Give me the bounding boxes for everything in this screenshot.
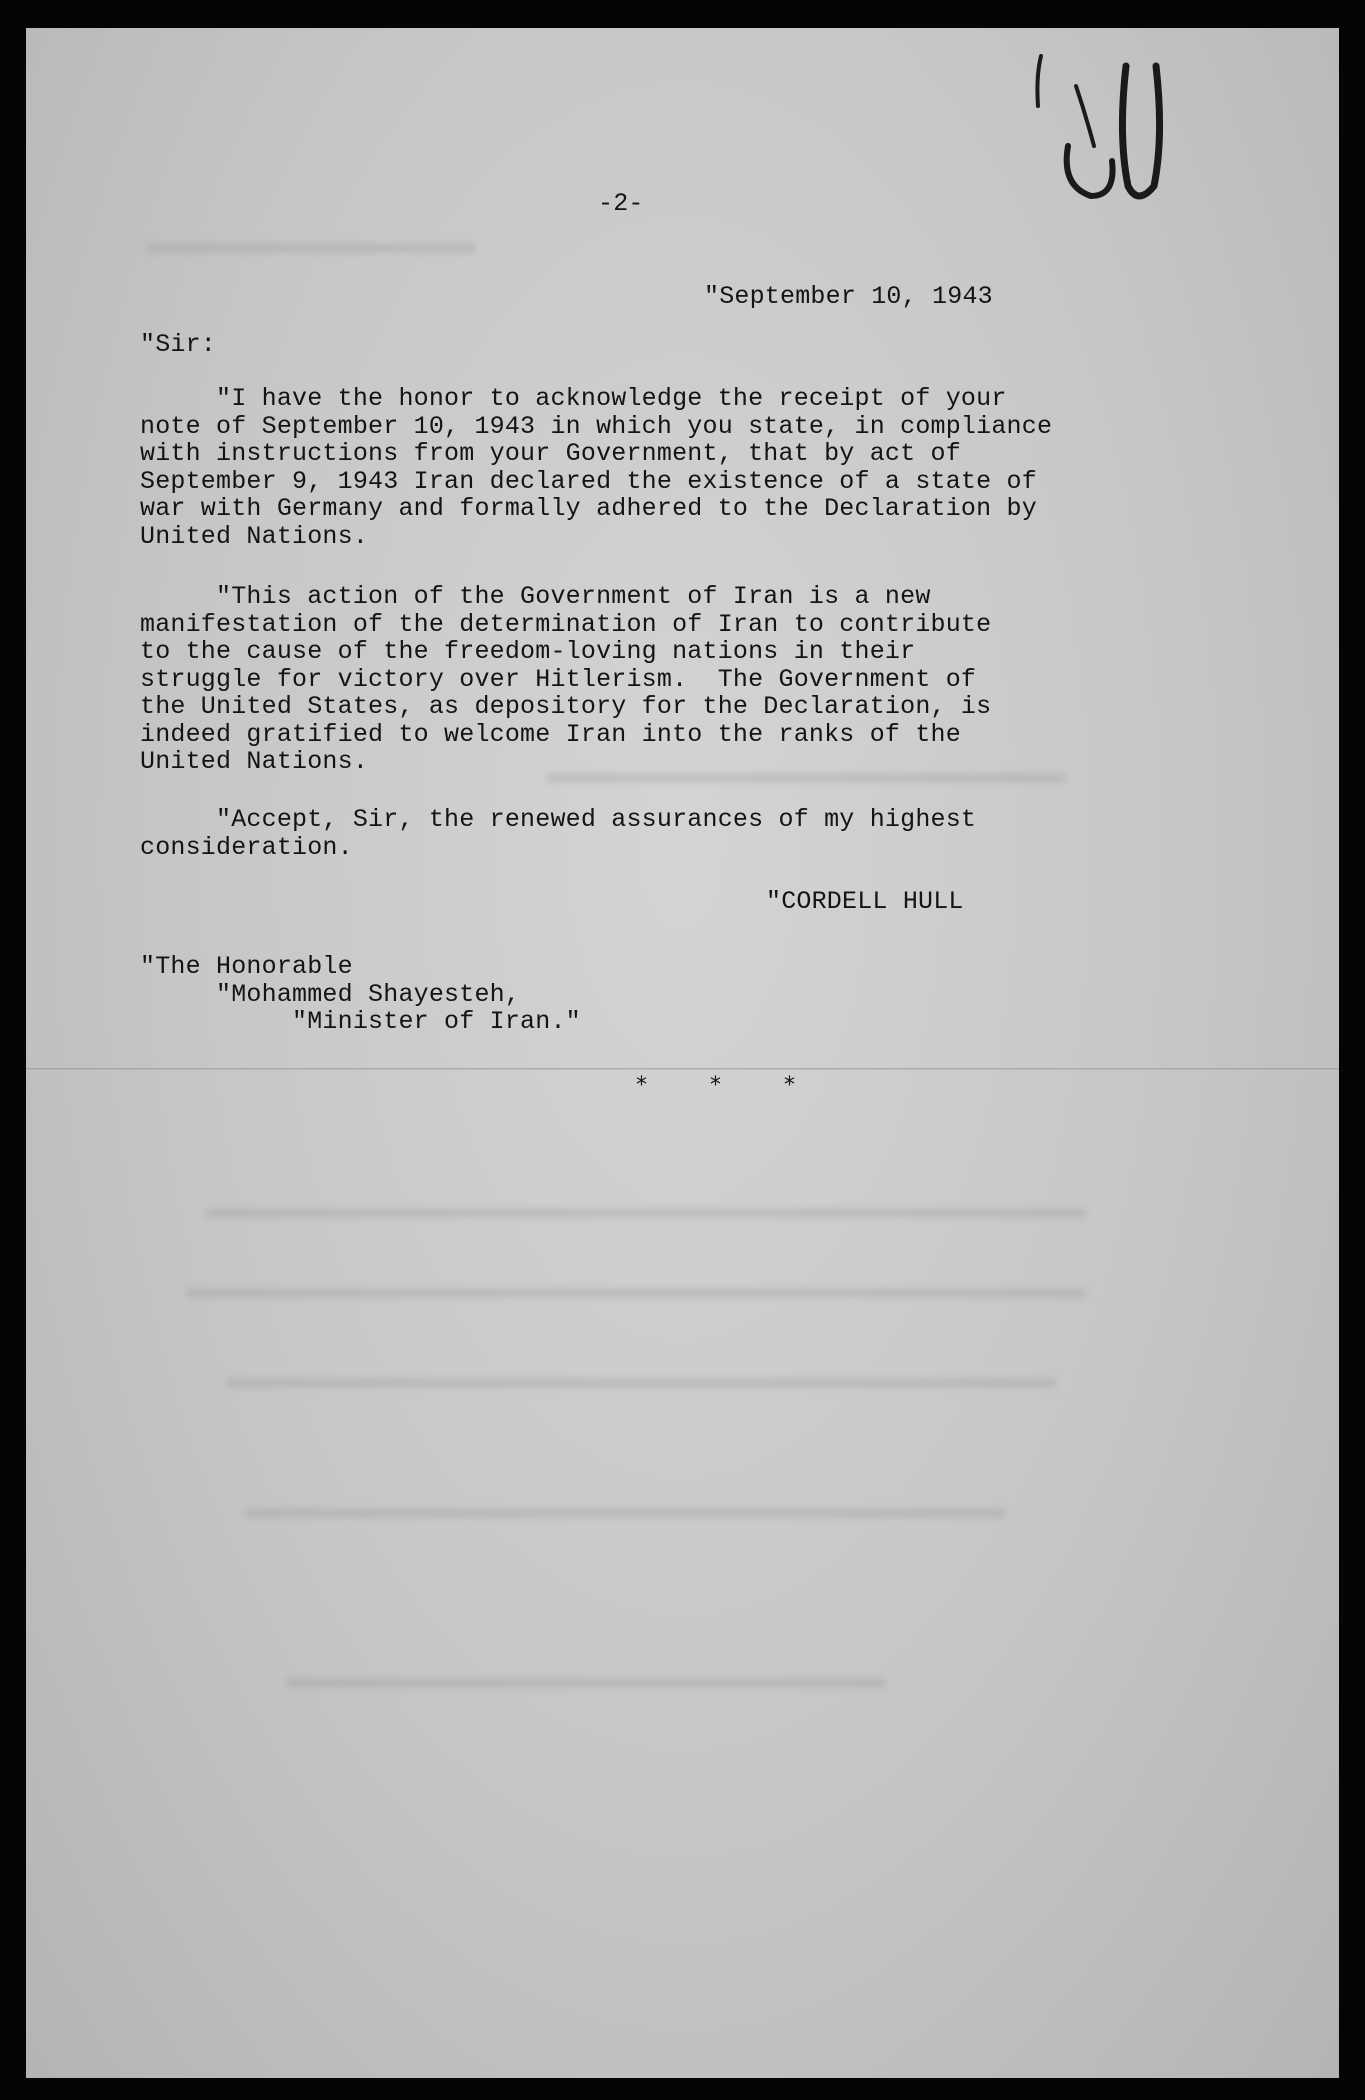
text-line: indeed gratified to welcome Iran into the ranks of the (140, 719, 961, 749)
text-line: "I have the honor to acknowledge the receipt of your (140, 384, 1007, 413)
addressee-block (140, 953, 581, 1036)
text-line: to the cause of the freedom-loving nations in their (140, 637, 916, 666)
date-line: "September 10, 1943 (704, 282, 993, 311)
text-line: consideration. (140, 832, 353, 862)
text-line: United Nations. (140, 521, 369, 551)
bleed-through (186, 1288, 1086, 1298)
text-line: manifestation of the determination of Iran to contribute (140, 609, 992, 639)
text-line: September 9, 1943 Iran declared the existence of a state of (140, 466, 1037, 496)
bleed-through (286, 1678, 886, 1688)
signature: "CORDELL HULL (766, 887, 964, 916)
bleed-through (226, 1378, 1056, 1388)
paragraph-3 (140, 806, 976, 861)
bleed-through (206, 1208, 1086, 1218)
text-line: note of September 10, 1943 in which you state, in compliance (140, 411, 1053, 441)
salutation: "Sir: (140, 330, 217, 359)
text-line: war with Germany and formally adhered to the Declaration by (140, 494, 1037, 523)
text-line: "Accept, Sir, the renewed assurances of my highest (140, 805, 977, 834)
addressee-line: "Mohammed Shayesteh, (140, 979, 521, 1009)
bleed-through (246, 1508, 1006, 1518)
document-page (26, 28, 1339, 2078)
handwritten-filing-mark (1006, 36, 1206, 236)
bleed-through (146, 243, 476, 253)
page-number: -2- (598, 189, 644, 218)
text-line: the United States, as depository for the Declaration, is (140, 692, 992, 721)
text-line: United Nations. (140, 747, 369, 776)
text-line: "This action of the Government of Iran is a new (140, 582, 931, 611)
paragraph-1 (140, 385, 1052, 550)
addressee-line: "The Honorable (140, 952, 353, 981)
addressee-line: "Minister of Iran." (140, 1007, 581, 1036)
text-line: struggle for victory over Hitlerism. The Government of (140, 664, 977, 694)
text-line: with instructions from your Government, that by act of (140, 439, 961, 468)
page-fold (26, 1068, 1339, 1071)
paragraph-2 (140, 583, 991, 776)
section-separator: * * * (636, 1073, 823, 1098)
